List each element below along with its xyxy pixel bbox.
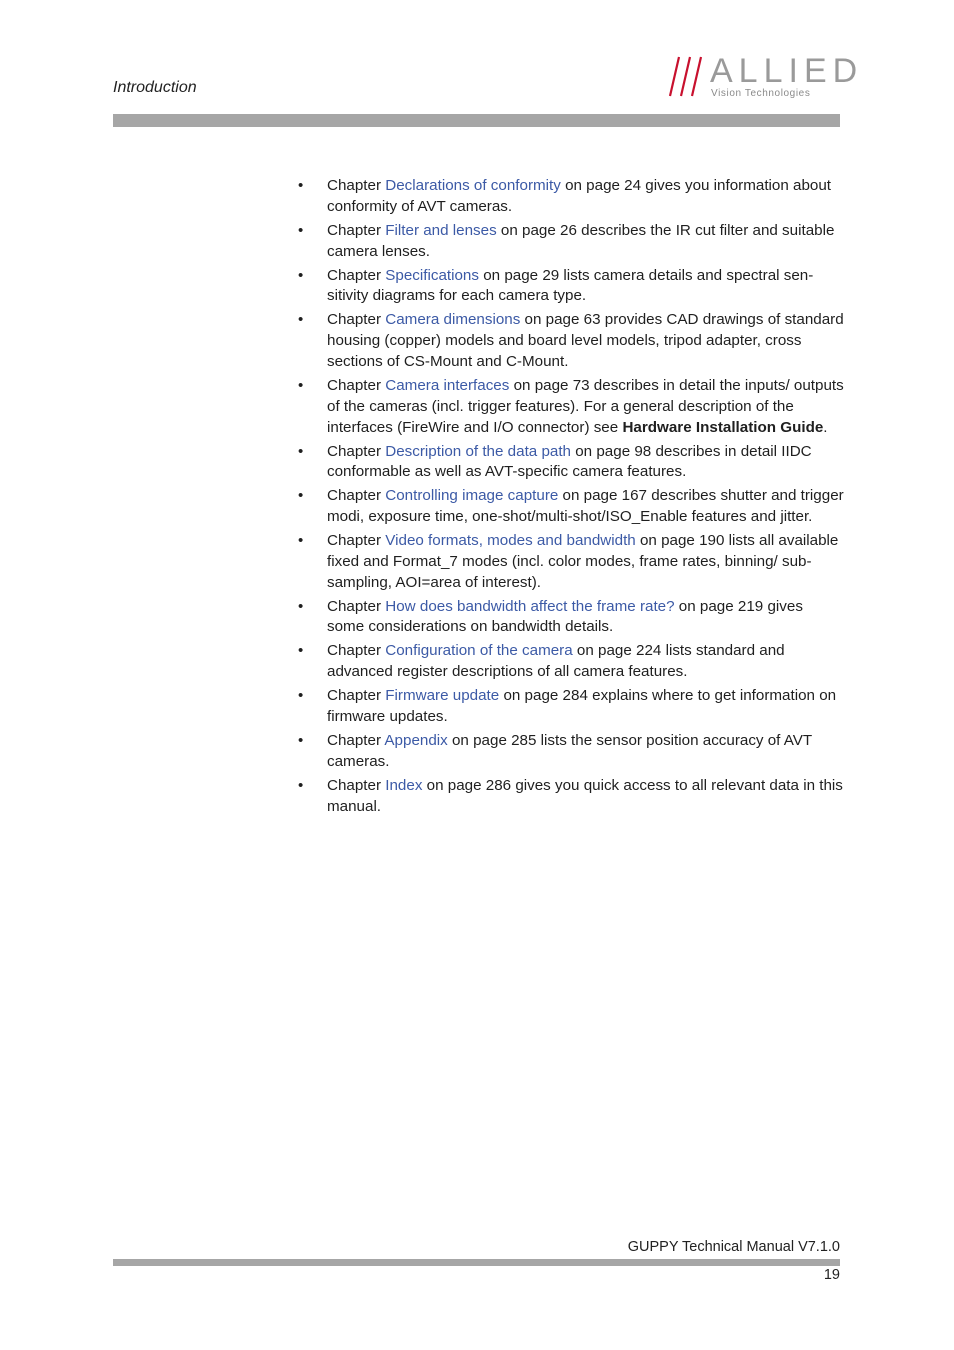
manual-title: GUPPY Technical Manual V7.1.0 xyxy=(627,1239,840,1255)
chapter-link[interactable]: Camera dimensions xyxy=(385,311,521,329)
chapter-list xyxy=(298,176,844,817)
list-item xyxy=(298,221,844,263)
chapter-prefix: Chapter xyxy=(327,311,386,329)
chapter-prefix: Chapter xyxy=(327,642,386,660)
chapter-description: on page 24 gives you information about conformity of AVT cameras. xyxy=(327,177,832,215)
chapter-link[interactable]: How does bandwidth affect the frame rate? xyxy=(385,597,675,615)
chapter-prefix: Chapter xyxy=(327,266,386,284)
chapter-link[interactable]: Controlling image capture xyxy=(385,487,559,505)
bullet-icon: • xyxy=(298,731,304,749)
chapter-prefix: Chapter xyxy=(327,731,385,749)
bullet-icon: • xyxy=(298,597,304,615)
chapter-description: on page 286 gives you quick access to all relevant data in this manual. xyxy=(327,776,843,815)
chapter-prefix: Chapter xyxy=(327,177,386,194)
bullet-icon: • xyxy=(298,311,304,329)
chapter-link[interactable]: Description of the data path xyxy=(385,442,572,460)
chapter-link[interactable]: Declarations of conformity xyxy=(385,177,561,194)
chapter-description: on page 285 lists the sensor position accuracy of AVT cameras. xyxy=(327,731,812,770)
chapter-description: on page 284 explains where to get information on firmware updates. xyxy=(327,687,837,725)
header-bar xyxy=(113,114,840,127)
list-item xyxy=(298,266,844,308)
bullet-icon: • xyxy=(298,532,304,550)
chapter-prefix: Chapter xyxy=(327,221,386,239)
chapter-link[interactable]: Appendix xyxy=(384,731,448,749)
chapter-link[interactable]: Filter and lenses xyxy=(385,221,497,239)
bullet-icon: • xyxy=(298,266,304,284)
chapter-description: on page 190 lists all available fixed and Format_7 modes (incl. color modes, frame rates, binning/ sub-sampling, AOI=area of interest). xyxy=(327,532,839,591)
list-item xyxy=(298,376,844,438)
chapter-prefix: Chapter xyxy=(327,532,386,550)
chapter-description: on page 63 provides CAD drawings of standard housing (copper) models and board level models, tripod adapter, cross sections of CS-Mount and C-Mount. xyxy=(327,311,844,370)
list-item xyxy=(298,310,844,372)
chapter-tail: . xyxy=(823,418,828,436)
list-item xyxy=(298,486,844,528)
bullet-icon: • xyxy=(298,376,304,394)
chapter-prefix: Chapter xyxy=(327,376,386,394)
guide-reference: Hardware Installation Guide xyxy=(622,418,824,436)
list-item xyxy=(298,531,844,593)
bullet-icon: • xyxy=(298,221,304,239)
chapter-link[interactable]: Configuration of the camera xyxy=(385,642,573,660)
bullet-icon: • xyxy=(298,642,304,660)
bullet-icon: • xyxy=(298,442,304,460)
allied-logo xyxy=(668,52,864,100)
chapter-prefix: Chapter xyxy=(327,442,386,460)
page-number: 19 xyxy=(823,1267,840,1283)
chapter-prefix: Chapter xyxy=(327,687,386,705)
chapter-prefix: Chapter xyxy=(327,776,386,794)
chapter-prefix: Chapter xyxy=(327,487,386,505)
chapter-description: on page 167 describes shutter and trigger modi, exposure time, one-shot/multi-shot/ISO_Enable features and jitter. xyxy=(327,487,844,526)
bullet-icon: • xyxy=(298,776,304,794)
chapter-description: on page 73 describes in detail the inputs/ outputs of the cameras (incl. trigger features). For a general description of the interfaces (FireWire and I/O connector) see xyxy=(327,376,844,436)
logo-wordmark: ALLIED xyxy=(710,52,864,90)
chapter-link[interactable]: Specifications xyxy=(385,266,479,284)
chapter-link[interactable]: Video formats, modes and bandwidth xyxy=(385,532,636,550)
list-item xyxy=(298,776,844,818)
chapter-prefix: Chapter xyxy=(327,597,386,615)
chapter-link[interactable]: Camera interfaces xyxy=(385,376,510,394)
list-item xyxy=(298,686,844,728)
list-item xyxy=(298,176,844,218)
footer-bar xyxy=(113,1259,840,1266)
logo-subtitle: Vision Technologies xyxy=(711,88,811,99)
bullet-icon: • xyxy=(298,177,304,194)
chapter-description: on page 29 lists camera details and spectral sensitivity diagrams for each camera type. xyxy=(327,266,814,305)
list-item xyxy=(298,597,844,639)
chapter-description: on page 224 lists standard and advanced register descriptions of all camera features. xyxy=(327,642,785,681)
allied-slashes-logo-icon xyxy=(668,54,710,100)
bullet-icon: • xyxy=(298,487,304,505)
section-title: Introduction xyxy=(113,79,197,96)
chapter-description: on page 26 describes the IR cut filter and suitable camera lenses. xyxy=(327,221,835,260)
bullet-icon: • xyxy=(298,687,304,705)
chapter-description: on page 219 gives some considerations on bandwidth details. xyxy=(327,597,803,636)
list-item xyxy=(298,641,844,683)
chapter-link[interactable]: Firmware update xyxy=(385,687,500,705)
chapter-description: on page 98 describes in detail IIDC conformable as well as AVT-specific camera features. xyxy=(327,442,812,481)
list-item xyxy=(298,442,844,484)
chapter-link[interactable]: Index xyxy=(385,776,423,794)
chapter-overview xyxy=(298,176,844,821)
list-item xyxy=(298,731,844,773)
